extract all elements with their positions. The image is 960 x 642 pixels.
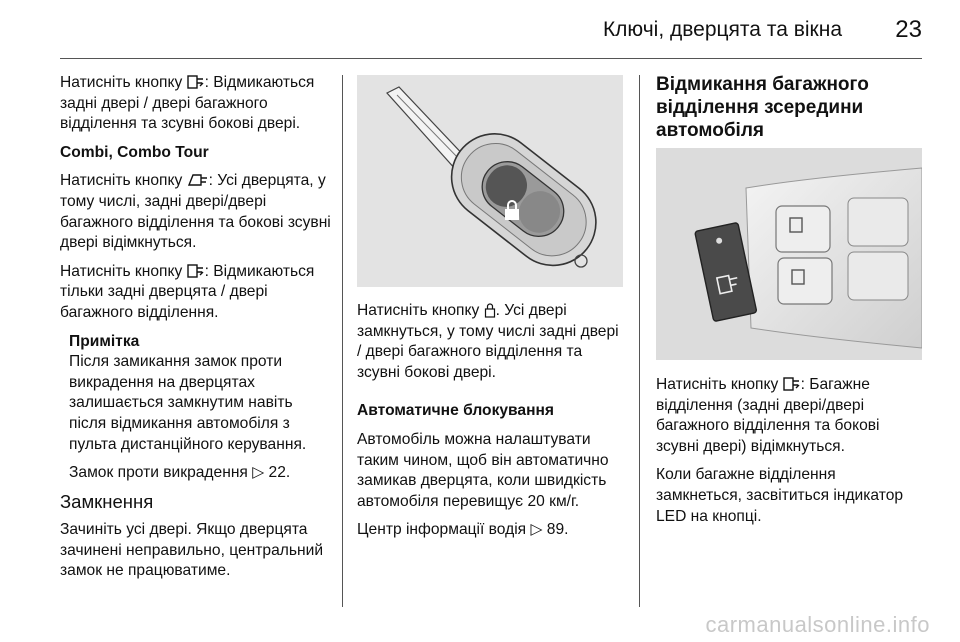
- rear-door-unlock-icon: [187, 74, 205, 90]
- door-switch-drawing: [656, 148, 922, 360]
- note-title: Примітка: [69, 332, 140, 350]
- page-number: 23: [895, 16, 922, 43]
- note-block: [69, 332, 332, 484]
- section-title: Замкнення: [60, 490, 154, 512]
- note-body: Після замикання замок проти викрадення на дверцятах залишається замкнутим навіть після відмикання автомобіля з пульта дистанційного керування.: [69, 353, 307, 453]
- key-fob-drawing: [357, 75, 623, 287]
- paragraph: Натисніть кнопку : Усі дверцята, у тому числі, задні двері/двері багажного відділення та бокові зсувні двері відімкнуться.: [60, 172, 331, 252]
- paragraph: Натисніть кнопку : Відмикаються задні двері / двері багажного відділення та зсувні бокові двері.: [60, 74, 315, 133]
- paragraph: Натисніть кнопку : Багажне відділення (задні двері/двері багажного відділення та бокові зсувні двері) відімкнуться.: [656, 376, 880, 455]
- paragraph: Автомобіль можна налаштувати таким чином, щоб він автоматично замикав дверцята, коли швидкість автомобіля перевищує 20 км/г.: [357, 430, 609, 510]
- key-fob-illustration: [357, 75, 623, 287]
- all-doors-unlock-icon: [187, 172, 209, 188]
- rear-door-unlock-icon: [783, 376, 801, 392]
- paragraph: Зачиніть усі двері. Якщо дверцята зачинені неправильно, центральний замок не працюватиме.: [60, 521, 324, 580]
- header-title: Ключі, дверцята та вікна: [602, 18, 842, 41]
- watermark: carmanualsonline.info: [705, 612, 930, 637]
- column-1: [60, 73, 332, 590]
- column-divider: [342, 75, 343, 607]
- column-3-text: [656, 375, 922, 535]
- page-header: [0, 0, 960, 60]
- door-switch-illustration: [656, 148, 922, 360]
- reference-arrow-icon: ▷: [530, 521, 543, 539]
- reference-arrow-icon: ▷: [252, 464, 265, 482]
- section-title: Відмикання багажного відділення зсередини автомобіля: [656, 74, 869, 141]
- column-3: [656, 73, 922, 525]
- header-divider: [60, 58, 922, 59]
- subheading: Автоматичне блокування: [357, 402, 555, 420]
- column-divider: [639, 75, 640, 607]
- paragraph: Натисніть кнопку . Усі двері замкнуться, у тому числі задні двері / двері багажного відділення та зсувні бокові двері.: [357, 302, 619, 381]
- note-reference: Замок проти викрадення ▷ 22.: [69, 464, 291, 482]
- paragraph: Натисніть кнопку : Відмикаються тільки задні дверцята / двері багажного відділення.: [60, 262, 315, 321]
- rear-door-unlock-icon: [187, 263, 205, 279]
- paragraph: Центр інформації водія ▷ 89.: [357, 521, 569, 539]
- lock-icon: [484, 302, 496, 318]
- column-2-text: [357, 301, 623, 549]
- subheading: Combi, Combo Tour: [60, 143, 209, 161]
- paragraph: Коли багажне відділення замкнеться, засвітиться індикатор LED на кнопці.: [656, 466, 904, 525]
